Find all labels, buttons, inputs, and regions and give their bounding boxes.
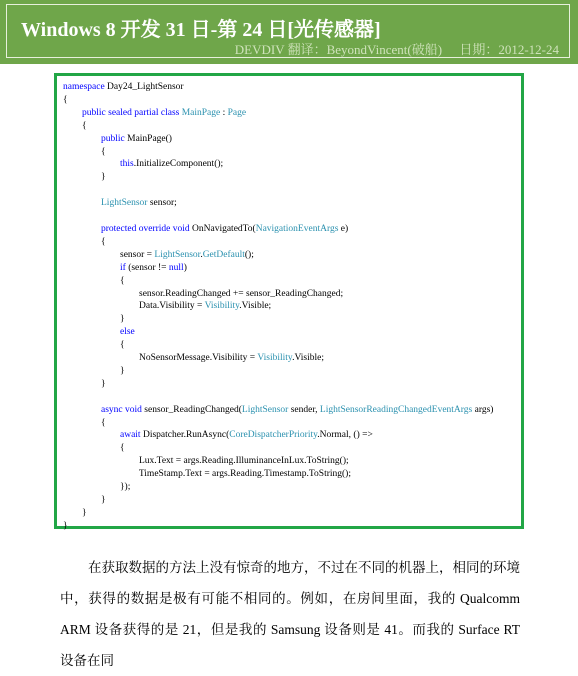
code-type: LightSensor bbox=[101, 198, 148, 209]
code-text: sensor = bbox=[63, 249, 155, 260]
code-text: sensor.ReadingChanged += sensor_ReadingChanged; bbox=[63, 288, 344, 299]
code-line bbox=[63, 313, 493, 326]
code-type: Visibility bbox=[204, 301, 240, 312]
code-text bbox=[63, 263, 120, 273]
code-text: { bbox=[63, 340, 125, 351]
code-line bbox=[63, 133, 493, 146]
code-text: { bbox=[63, 275, 125, 286]
code-line bbox=[63, 442, 493, 455]
code-text: .Visible; bbox=[292, 353, 324, 364]
code-text: } bbox=[63, 520, 68, 531]
code-line bbox=[63, 507, 493, 520]
code-line bbox=[63, 429, 493, 442]
code-text: sensor; bbox=[147, 198, 177, 209]
code-line bbox=[63, 300, 493, 313]
code-text: { bbox=[63, 443, 125, 454]
code-line bbox=[63, 107, 493, 120]
code-block bbox=[54, 73, 524, 529]
code-line bbox=[63, 223, 493, 236]
code-line bbox=[63, 339, 493, 352]
code-line bbox=[63, 494, 493, 507]
code-text: OnNavigatedTo( bbox=[189, 223, 256, 234]
code-keyword: protected override void bbox=[101, 223, 190, 234]
code-line bbox=[63, 158, 493, 171]
code-text: (sensor != bbox=[125, 262, 169, 273]
code-text: .Normal, () => bbox=[317, 430, 373, 441]
code-text: } bbox=[63, 314, 125, 325]
code-keyword: null bbox=[168, 262, 184, 273]
code-text: { bbox=[63, 236, 106, 247]
code-keyword: await bbox=[120, 430, 141, 441]
code-keyword: else bbox=[120, 327, 135, 338]
code-text: sender, bbox=[288, 404, 320, 415]
code-text bbox=[63, 198, 101, 208]
code-text: } bbox=[63, 507, 87, 518]
code-line bbox=[63, 171, 493, 184]
code-text bbox=[63, 108, 82, 118]
translator-credit: DEVDIV 翻译：BeyondVincent(破船) bbox=[234, 42, 443, 57]
code-text: : bbox=[220, 107, 228, 118]
code-text: } bbox=[63, 495, 106, 505]
code-text: { bbox=[63, 94, 68, 105]
code-text: } bbox=[63, 378, 106, 389]
code-type: LightSensor bbox=[241, 404, 289, 415]
code-listing bbox=[63, 81, 493, 533]
code-line bbox=[63, 81, 493, 94]
code-text: .Visible; bbox=[239, 301, 272, 312]
code-text: NoSensorMessage.Visibility = bbox=[63, 353, 258, 364]
code-text: }); bbox=[63, 482, 131, 493]
code-type: Visibility bbox=[257, 353, 293, 364]
article-meta bbox=[235, 39, 559, 58]
code-text: . bbox=[200, 249, 203, 260]
code-line bbox=[63, 275, 493, 288]
article-paragraph bbox=[60, 552, 520, 676]
code-keyword: if bbox=[120, 262, 126, 273]
code-line bbox=[63, 94, 493, 107]
code-type: Page bbox=[227, 107, 247, 118]
paragraph-text: 在获取数据的方法上没有惊奇的地方，不过在不同的机器上，相同的环境中，获得的数据是极有可能不相同的。例如，在房间里面，我的 Qualcomm ARM 设备获得的是 21，但是我的 Samsung 设备则是 41。而我的 Surface RT 设备在同 bbox=[60, 560, 520, 668]
code-line bbox=[63, 326, 493, 339]
code-text bbox=[63, 430, 120, 440]
code-type: LightSensorReadingChangedEventArgs bbox=[319, 404, 473, 415]
code-type: CoreDispatcherPriority bbox=[229, 430, 318, 441]
code-keyword: public bbox=[101, 133, 125, 144]
code-text: args) bbox=[472, 404, 494, 415]
code-type: LightSensor bbox=[154, 249, 201, 260]
code-line bbox=[63, 481, 493, 494]
code-line bbox=[63, 417, 493, 430]
code-line bbox=[63, 197, 493, 210]
code-text: Day24_LightSensor bbox=[104, 82, 184, 92]
code-text: Lux.Text = args.Reading.IlluminanceInLux.ToString(); bbox=[63, 456, 349, 467]
code-line bbox=[63, 184, 493, 197]
code-line bbox=[63, 391, 493, 404]
code-text: } bbox=[63, 172, 106, 183]
code-line bbox=[63, 236, 493, 249]
code-line bbox=[63, 520, 493, 533]
code-text: sensor_ReadingChanged( bbox=[141, 404, 242, 415]
code-line bbox=[63, 468, 493, 481]
code-text: Dispatcher.RunAsync( bbox=[140, 430, 230, 441]
code-text: { bbox=[63, 120, 87, 131]
code-line bbox=[63, 352, 493, 365]
code-line bbox=[63, 249, 493, 262]
code-type: MainPage bbox=[181, 107, 221, 118]
code-type: NavigationEventArgs bbox=[255, 223, 339, 234]
code-text bbox=[63, 159, 120, 169]
code-text: } bbox=[63, 365, 125, 376]
header-frame bbox=[6, 4, 570, 58]
code-line bbox=[63, 120, 493, 133]
code-text: e) bbox=[338, 223, 349, 234]
code-keyword: async void bbox=[101, 404, 142, 415]
code-keyword: namespace bbox=[63, 82, 105, 92]
code-line bbox=[63, 365, 493, 378]
code-type: GetDefault bbox=[202, 249, 245, 260]
code-line bbox=[63, 455, 493, 468]
code-text: MainPage() bbox=[124, 133, 172, 144]
code-text: (); bbox=[244, 249, 254, 260]
code-line bbox=[63, 288, 493, 301]
code-line bbox=[63, 146, 493, 159]
code-line bbox=[63, 378, 493, 391]
article-header bbox=[0, 0, 578, 64]
code-line bbox=[63, 262, 493, 275]
code-line bbox=[63, 404, 493, 417]
code-text: .InitializeComponent(); bbox=[133, 159, 224, 170]
code-text: { bbox=[63, 146, 106, 157]
code-text: { bbox=[63, 417, 106, 428]
code-text bbox=[63, 134, 101, 144]
code-text bbox=[63, 327, 120, 337]
publish-date: 日期：2012-12-24 bbox=[459, 42, 559, 57]
code-text: ) bbox=[183, 262, 187, 273]
code-keyword: public sealed partial class bbox=[82, 107, 180, 118]
article-title: Windows 8 开发 31 日-第 24 日[光传感器] bbox=[21, 19, 381, 41]
code-text bbox=[63, 224, 101, 234]
code-keyword: this bbox=[120, 159, 134, 170]
code-text bbox=[63, 405, 101, 415]
code-text: TimeStamp.Text = args.Reading.Timestamp.ToString(); bbox=[63, 469, 351, 480]
code-text: Data.Visibility = bbox=[63, 301, 205, 312]
code-line bbox=[63, 210, 493, 223]
